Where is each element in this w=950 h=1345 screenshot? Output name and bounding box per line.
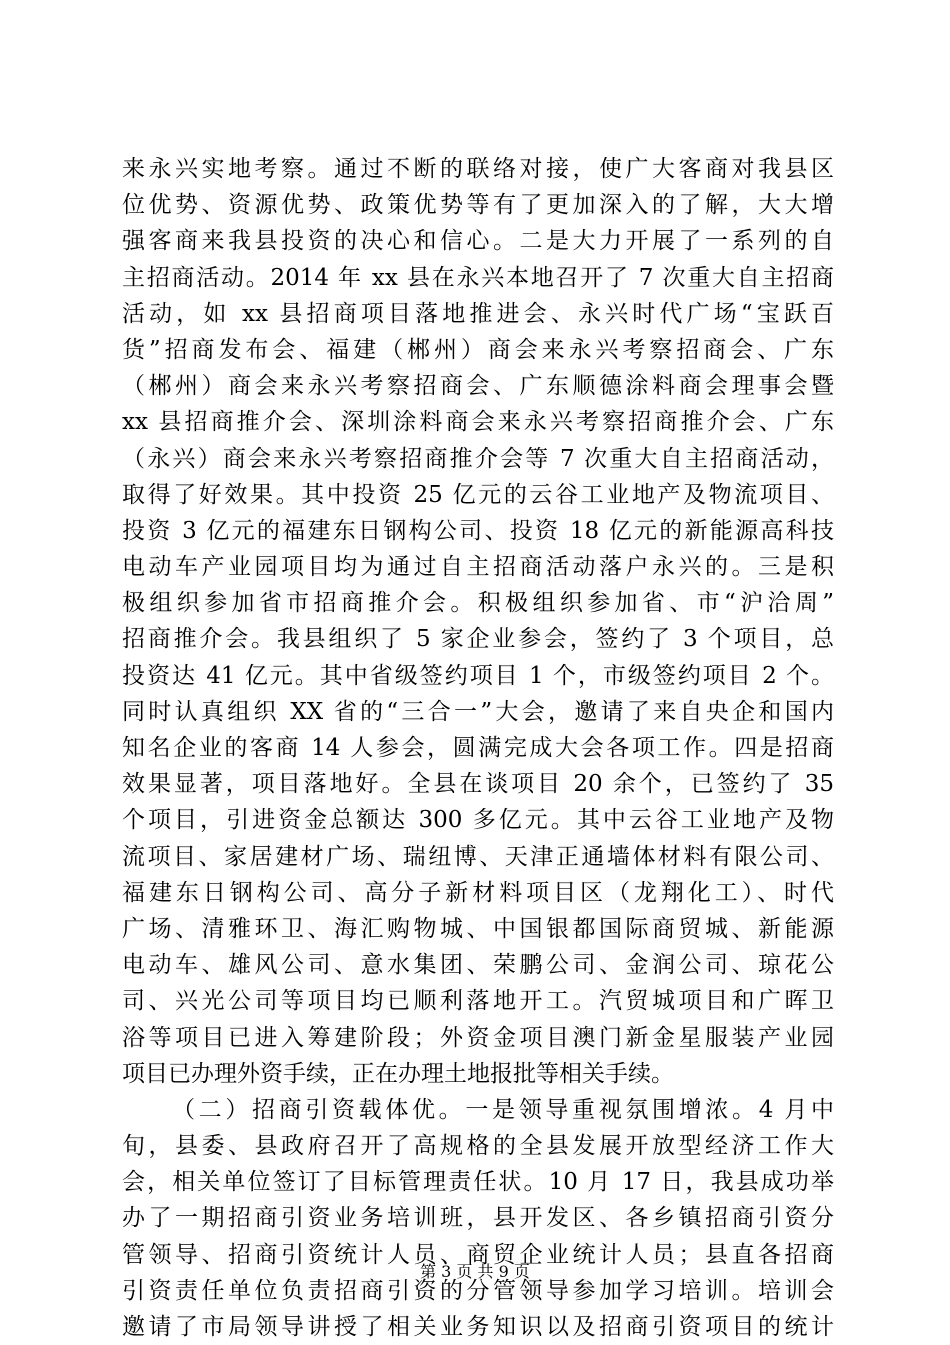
text-line: 极组织参加省市招商推介会。积极组织参加省、市“沪洽周” [122,590,834,617]
text-line: 货”招商发布会、福建（郴州）商会来永兴考察招商会、广东 [122,336,834,363]
text-line: 福建东日钢构公司、高分子新材料项目区（龙翔化工）、时代 [122,879,834,906]
text-line: 位优势、资源优势、政策优势等有了更加深入的了解，大大增 [122,192,834,219]
text-line: 管领导、招商引资统计人员、商贸企业统计人员；县直各招商 [122,1241,834,1268]
text-line: 广场、清雅环卫、海汇购物城、中国银都国际商贸城、新能源 [122,915,834,942]
text-line: 取得了好效果。其中投资 25 亿元的云谷工业地产及物流项目、 [122,481,834,508]
text-line: 同时认真组织 XX 省的“三合一”大会，邀请了来自央企和国内 [122,698,834,725]
text-line: （永兴）商会来永兴考察招商推介会等 7 次重大自主招商活动， [122,445,834,472]
text-line: 主招商活动。2014 年 xx 县在永兴本地召开了 7 次重大自主招商 [122,264,834,291]
body-text [122,151,834,1345]
text-line: 司、兴光公司等项目均已顺利落地开工。汽贸城项目和广晖卫 [122,988,834,1015]
text-line: 引资责任单位负责招商引资的分管领导参加学习培训。培训会 [122,1277,834,1304]
text-line: 电动车产业园项目均为通过自主招商活动落户永兴的。三是积 [122,554,834,581]
text-line: 来永兴实地考察。通过不断的联络对接，使广大客商对我县区 [122,156,834,182]
text-line: 旬，县委、县政府召开了高规格的全县发展开放型经济工作大 [122,1133,834,1160]
text-line: xx 县招商推介会、深圳涂料商会来永兴考察招商推介会、广东 [122,409,834,436]
page-footer: 第 3 页 共 9 页 [420,1262,530,1281]
text-line: 邀请了市局领导讲授了相关业务知识以及招商引资项目的统计 [122,1314,834,1340]
text-line: （二）招商引资载体优。一是领导重视氛围增浓。4 月中 [172,1096,834,1123]
text-line: 招商推介会。我县组织了 5 家企业参会，签约了 3 个项目，总 [122,626,834,653]
text-line: 知名企业的客商 14 人参会，圆满完成大会各项工作。四是招商 [122,735,834,761]
text-line: 活动，如 xx 县招商项目落地推进会、永兴时代广场“宝跃百 [122,300,834,327]
text-line: 个项目，引进资金总额达 300 多亿元。其中云谷工业地产及物 [122,807,834,834]
text-line: 浴等项目已进入筹建阶段；外资金项目澳门新金星服装产业园 [122,1024,834,1051]
text-line: 办了一期招商引资业务培训班，县开发区、各乡镇招商引资分 [122,1205,834,1232]
text-line: 强客商来我县投资的决心和信心。二是大力开展了一系列的自 [122,228,834,255]
text-line: 项目已办理外资手续，正在办理土地报批等相关手续。 [122,1060,674,1087]
text-line: （郴州）商会来永兴考察招商会、广东顺德涂料商会理事会暨 [122,373,834,400]
text-line: 投资 3 亿元的福建东日钢构公司、投资 18 亿元的新能源高科技 [122,517,834,544]
text-line: 会，相关单位签订了目标管理责任状。10 月 17 日，我县成功举 [122,1169,834,1196]
text-line: 效果显著，项目落地好。全县在谈项目 20 余个，已签约了 35 [122,771,834,798]
text-line: 流项目、家居建材广场、瑞纽博、天津正通墙体材料有限公司、 [122,843,834,870]
text-line: 电动车、雄风公司、意水集团、荣鹏公司、金润公司、琼花公 [122,952,834,979]
text-line: 投资达 41 亿元。其中省级签约项目 1 个，市级签约项目 2 个。 [122,662,834,689]
